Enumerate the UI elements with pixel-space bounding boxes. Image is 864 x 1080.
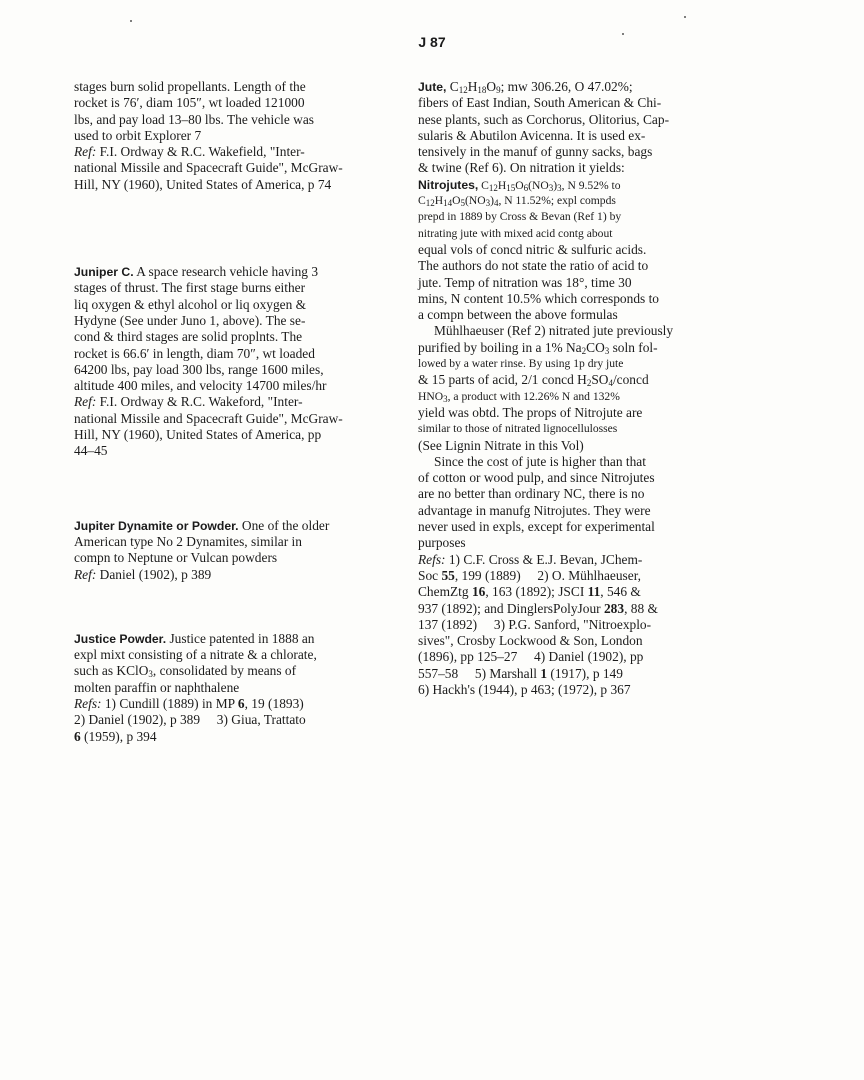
text-line: similar to those of nitrated lignocellulosses xyxy=(418,422,618,436)
text-line: (See Lignin Nitrate in this Vol) xyxy=(418,437,584,453)
reference-line xyxy=(74,144,384,160)
text-line: American type No 2 Dynamites, similar in xyxy=(74,533,302,549)
text: C xyxy=(478,178,489,192)
ref-text: 557–58 5) Marshall xyxy=(418,665,541,681)
text-line: 2) Daniel (1902), p 389 3) Giua, Trattato xyxy=(74,712,306,728)
ref-label: Ref: xyxy=(74,144,97,160)
left-column xyxy=(74,79,384,745)
ref-text: Soc xyxy=(418,567,442,583)
entry-heading: Jute, xyxy=(418,80,447,94)
text-line xyxy=(74,729,384,745)
text-line: stages of thrust. The first stage burns either xyxy=(74,280,306,296)
ref-text: 1) C.F. Cross & E.J. Bevan, JChem- xyxy=(445,551,643,567)
subscript: 3 xyxy=(485,198,491,209)
text-line: rocket is 76′, diam 105″, wt loaded 121000 xyxy=(74,95,305,111)
subscript: 6 xyxy=(523,182,529,193)
entry-first-line xyxy=(74,264,384,280)
reference-line xyxy=(418,666,730,682)
text: ; mw 306.26, O 47.02%; xyxy=(500,79,633,94)
ref-label: Ref: xyxy=(74,566,97,582)
ref-text: 1) Cundill (1889) in MP xyxy=(101,696,238,712)
text: Justice patented in 1888 an xyxy=(166,630,315,646)
subscript: 14 xyxy=(443,198,453,209)
subscript: 2 xyxy=(586,378,592,389)
text-line: molten paraffin or naphthalene xyxy=(74,679,240,695)
text-line: cond & third stages are solid proplnts. The xyxy=(74,329,303,345)
text-line: fibers of East Indian, South American & Chi- xyxy=(418,95,662,111)
text-line: Hill, NY (1960), United States of America, p 74 xyxy=(74,176,332,192)
formula-h: H xyxy=(467,79,478,94)
text-line: tensively in the manuf of gunny sacks, bags xyxy=(418,144,653,160)
text-line: & twine (Ref 6). On nitration it yields: xyxy=(418,160,625,176)
text: purified by boiling in a 1% Na xyxy=(418,339,582,355)
text-line: equal vols of concd nitric & sulfuric acids. xyxy=(418,241,647,257)
reference-line xyxy=(74,394,384,410)
scan-speck xyxy=(622,33,624,35)
ref-label: Refs: xyxy=(418,551,446,567)
ref-text: , 546 & xyxy=(600,584,641,600)
entry-jupiter-dynamite xyxy=(74,518,384,583)
formula-o: O xyxy=(486,79,497,94)
text: O xyxy=(452,194,461,208)
entry-heading: Justice Powder. xyxy=(74,631,167,646)
text: , N 11.52%; expl compds xyxy=(498,194,616,208)
subscript: 4 xyxy=(493,198,499,209)
ref-text: , 199 (1889) 2) O. Mühlhaeuser, xyxy=(454,567,641,583)
subscript: 2 xyxy=(581,345,587,356)
entry-first-line xyxy=(418,79,730,95)
text-line: 6) Hackh's (1944), p 463; (1972), p 367 xyxy=(418,681,631,697)
text-line: are no better than ordinary NC, there is no xyxy=(418,486,645,502)
text: O xyxy=(515,178,524,192)
text-line: sularis & Abutilon Avicenna. It is used ex- xyxy=(418,127,646,143)
text: soln fol- xyxy=(609,339,658,355)
right-column xyxy=(418,79,730,698)
text-line: 44–45 xyxy=(74,443,108,459)
volume-number: 11 xyxy=(587,584,601,600)
text: , a product with 12.26% N and 132% xyxy=(447,389,620,403)
text-line: expl mixt consisting of a nitrate & a chlorate, xyxy=(74,647,317,663)
nitrojutes-formula-line xyxy=(418,193,730,209)
volume-number: 6 xyxy=(74,728,81,744)
subscript: 4 xyxy=(608,378,613,389)
text: H xyxy=(497,178,507,192)
reference-line xyxy=(418,568,730,584)
text-line: 64200 lbs, pay load 300 lbs, range 1600 miles, xyxy=(74,361,324,377)
volume-number: 1 xyxy=(540,665,548,681)
text-line: lbs, and pay load 13–80 lbs. The vehicle was xyxy=(74,111,314,127)
page-number-header: J 87 xyxy=(418,34,446,50)
entry-justice-powder xyxy=(74,631,384,745)
text-line: stages burn solid propellants. Length of the xyxy=(74,79,306,94)
text-line: Hill, NY (1960), United States of America, pp xyxy=(74,427,322,443)
ref-text: , 163 (1892); JSCI xyxy=(485,584,588,600)
text-line: used to orbit Explorer 7 xyxy=(74,127,202,143)
volume-number: 16 xyxy=(471,584,486,600)
text: HNO xyxy=(418,389,444,403)
text: & 15 parts of acid, 2/1 concd H xyxy=(418,372,587,388)
text: ) xyxy=(553,178,558,192)
subscript: 12 xyxy=(458,85,468,95)
subscript: 3 xyxy=(443,393,448,404)
subscript: 9 xyxy=(496,85,501,95)
entry-heading: Jupiter Dynamite or Powder. xyxy=(74,518,239,533)
text: (NO xyxy=(528,178,549,192)
ref-text: Daniel (1902), p 389 xyxy=(96,566,212,582)
text-line xyxy=(418,389,730,405)
text-line: liq oxygen & ethyl alcohol or liq oxygen & xyxy=(74,296,307,312)
subscript: 3 xyxy=(604,345,610,356)
reference-line xyxy=(418,584,730,600)
text: C xyxy=(418,194,426,208)
text-line: lowed by a water rinse. By using 1p dry jute xyxy=(418,357,624,371)
entry-first-line xyxy=(74,631,384,647)
subscript: 3 xyxy=(548,182,554,193)
text-line: jute. Temp of nitration was 18°, time 30 xyxy=(418,274,632,290)
text: , consolidated by means of xyxy=(152,663,297,679)
text: CO xyxy=(586,339,605,355)
subscript: 12 xyxy=(425,198,435,209)
entry-saturn-continued xyxy=(74,79,384,193)
ref-text: , 88 & xyxy=(624,600,658,616)
entry-juniper-c xyxy=(74,264,384,460)
ref-text: (1959), p 394 xyxy=(80,728,157,744)
text-line: nitrating jute with mixed acid contg about xyxy=(418,226,613,240)
text-line: yield was obtd. The props of Nitrojute are xyxy=(418,404,643,420)
text-line: Hydyne (See under Juno 1, above). The se- xyxy=(74,312,306,328)
volume-number: 55 xyxy=(441,567,455,583)
text: such as KClO xyxy=(74,663,149,679)
reference-line xyxy=(418,552,730,568)
text-line: rocket is 66.6′ in length, diam 70″, wt loaded xyxy=(74,345,315,361)
text: (NO xyxy=(464,194,486,208)
reference-line xyxy=(418,601,730,617)
text: /concd xyxy=(612,372,649,388)
text: , N 9.52% to xyxy=(561,178,621,192)
text: A space research vehicle having 3 xyxy=(133,264,319,280)
formula-c: C xyxy=(446,79,459,94)
scan-speck xyxy=(684,16,686,18)
text-line: of cotton or wood pulp, and since Nitrojutes xyxy=(418,470,655,486)
ref-text: F.I. Ordway & R.C. Wakeford, "Inter- xyxy=(96,394,303,410)
text-line: altitude 400 miles, and velocity 14700 miles/hr xyxy=(74,378,327,394)
text-line: The authors do not state the ratio of acid to xyxy=(418,258,649,274)
text: H xyxy=(434,194,444,208)
ref-text: F.I. Ordway & R.C. Wakefield, "Inter- xyxy=(96,144,305,160)
volume-number: 6 xyxy=(237,696,245,712)
reference-line xyxy=(74,696,384,712)
text-line: 137 (1892) 3) P.G. Sanford, "Nitroexplo- xyxy=(418,616,652,632)
entry-heading: Juniper C. xyxy=(74,265,134,280)
text-line: never used in expls, except for experimental xyxy=(418,519,655,535)
subscript: 15 xyxy=(506,182,516,193)
subscript: 3 xyxy=(557,182,562,193)
text-line xyxy=(418,340,730,356)
text-line: mins, N content 10.5% which corresponds to xyxy=(418,290,659,306)
text-line: purposes xyxy=(418,535,466,551)
subscript: 12 xyxy=(488,182,498,193)
text-line: nese plants, such as Corchorus, Olitorius, Cap- xyxy=(418,111,670,127)
ref-text: (1917), p 149 xyxy=(547,665,623,681)
text-line: compn to Neptune or Vulcan powders xyxy=(74,550,278,566)
subscript: 5 xyxy=(460,198,465,209)
ref-text: , 19 (1893) xyxy=(244,696,304,712)
text: One of the older xyxy=(238,517,330,533)
text-line: national Missile and Spacecraft Guide", McGraw- xyxy=(74,410,343,426)
text: SO xyxy=(591,372,609,388)
volume-number: 283 xyxy=(603,600,625,616)
text-line: Mühlhaeuser (Ref 2) nitrated jute previously xyxy=(434,323,674,339)
ref-text: 937 (1892); and DinglersPolyJour xyxy=(418,600,604,616)
entry-first-line xyxy=(74,518,384,534)
nitrojutes-formula-line xyxy=(418,177,730,193)
text-line: sives", Crosby Lockwood & Son, London xyxy=(418,633,643,649)
text-line xyxy=(74,663,384,679)
ref-label: Refs: xyxy=(74,696,102,712)
subscript: 18 xyxy=(477,85,487,95)
scan-speck xyxy=(130,20,132,22)
ref-text: ChemZtg xyxy=(418,584,472,600)
text-line: Since the cost of jute is higher than that xyxy=(434,453,646,469)
text-line: national Missile and Spacecraft Guide", McGraw- xyxy=(74,160,343,176)
ref-label: Ref: xyxy=(74,394,97,410)
subscript: 3 xyxy=(148,669,153,680)
nitrojutes-label: Nitrojutes, xyxy=(418,177,479,192)
text-line: (1896), pp 125–27 4) Daniel (1902), pp xyxy=(418,649,644,665)
reference-line xyxy=(74,567,384,583)
text-line: prepd in 1889 by Cross & Bevan (Ref 1) by xyxy=(418,210,622,224)
text-line xyxy=(418,372,730,388)
text-line: a compn between the above formulas xyxy=(418,307,618,323)
text-line: advantage in manufg Nitrojutes. They were xyxy=(418,502,651,518)
text: ) xyxy=(490,194,494,208)
